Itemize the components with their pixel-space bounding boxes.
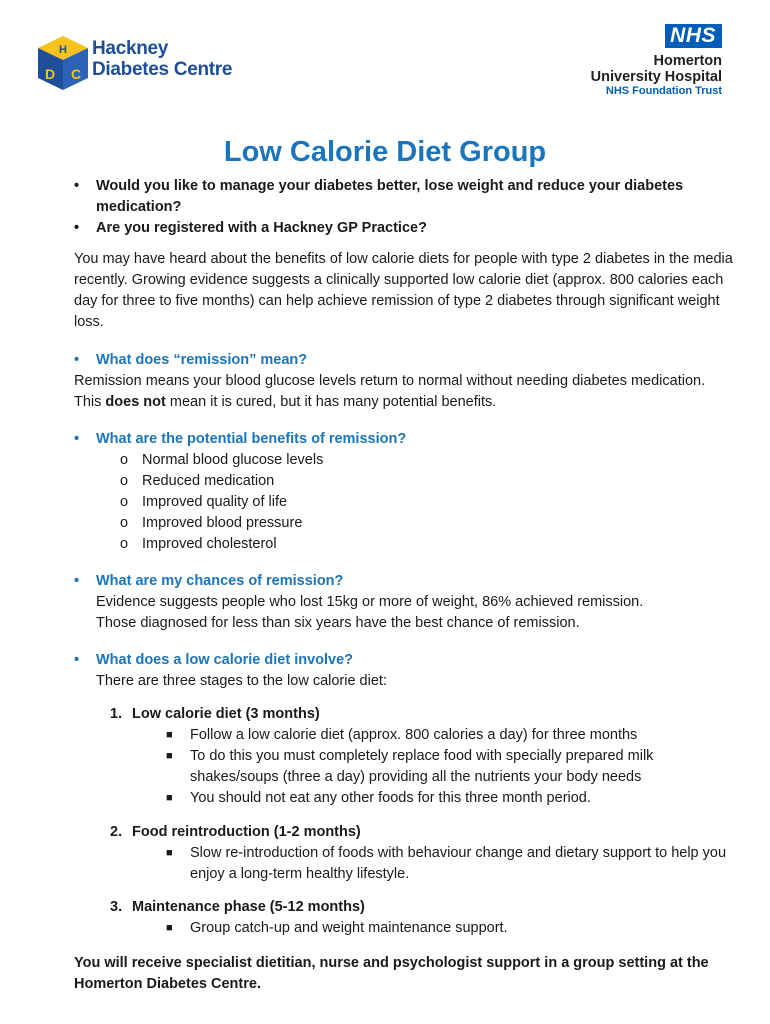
benefit-item: o Improved cholesterol [120,536,277,552]
svg-text:H: H [59,44,67,56]
stage-point: ■ Group catch-up and weight maintenance support. [166,920,508,936]
chances-text: Evidence suggests people who lost 15kg or more of weight, 86% achieved remission. Those diagnosed for less than six years have the best chance of remission. [96,594,644,631]
diet-heading: • What does a low calorie diet involve? [74,652,354,668]
hdc-logo-line2: Diabetes Centre [92,59,233,80]
stage-point: ■ To do this you must completely replace food with specially prepared milk shakes/soups (three a day) providing all the nutrients your body needs [166,748,654,785]
hdc-logo-text [92,38,232,80]
hackney-diabetes-centre-logo [36,34,236,90]
stage-point: ■ Follow a low calorie diet (approx. 800 calories a day) for three months [166,727,638,743]
benefit-item: o Improved blood pressure [120,515,303,531]
stage-title: 2. Food reintroduction (1-2 months) [110,824,361,840]
hdc-logo-line1: Hackney [92,38,169,59]
stage-title: 3. Maintenance phase (5-12 months) [110,899,365,915]
benefit-item: o Improved quality of life [120,494,288,510]
remission-text: Remission means your blood glucose levels return to normal without needing diabetes medication. This does not mean it is cured, but it has many potential benefits. [74,373,706,410]
svg-text:D: D [44,66,56,82]
benefit-item: o Normal blood glucose levels [120,452,324,468]
trust-name-line1: Homerton [653,53,722,69]
intro-bullet: • Are you registered with a Hackney GP Practice? [74,220,427,236]
page-title: Low Calorie Diet Group [223,136,547,168]
svg-text:C: C [70,66,82,82]
homerton-hospital-logo [591,24,722,98]
hdc-cube-icon [36,34,90,92]
chances-heading: • What are my chances of remission? [74,573,344,589]
remission-heading: • What does “remission” mean? [74,352,308,368]
stage-point: ■ You should not eat any other foods for this three month period. [166,790,591,806]
trust-name-line3: NHS Foundation Trust [605,85,722,97]
benefits-heading: • What are the potential benefits of remission? [74,431,407,447]
closing-statement: You will receive specialist dietitian, nurse and psychologist support in a group setting at the Homerton Diabetes Centre. [74,955,709,992]
stage-title: 1. Low calorie diet (3 months) [110,706,320,722]
nhs-badge: NHS [665,24,722,48]
diet-intro: There are three stages to the low calorie diet: [96,673,387,689]
document-body [74,176,734,995]
stage-point: ■ Slow re-introduction of foods with behaviour change and dietary support to help you enjoy a long-term healthy lifestyle. [166,845,727,882]
trust-name-line2: University Hospital [590,69,722,85]
intro-paragraph: You may have heard about the benefits of low calorie diets for people with type 2 diabetes in the media recently. Growing evidence suggests a clinically supported low calorie diet (approx. 800 calories each day for three to five months) can help achieve remission of type 2 diabetes through significant weight loss. [74,251,733,330]
intro-bullet: • Would you like to manage your diabetes better, lose weight and reduce your diabetes medication? [74,178,684,215]
benefit-item: o Reduced medication [120,473,275,489]
